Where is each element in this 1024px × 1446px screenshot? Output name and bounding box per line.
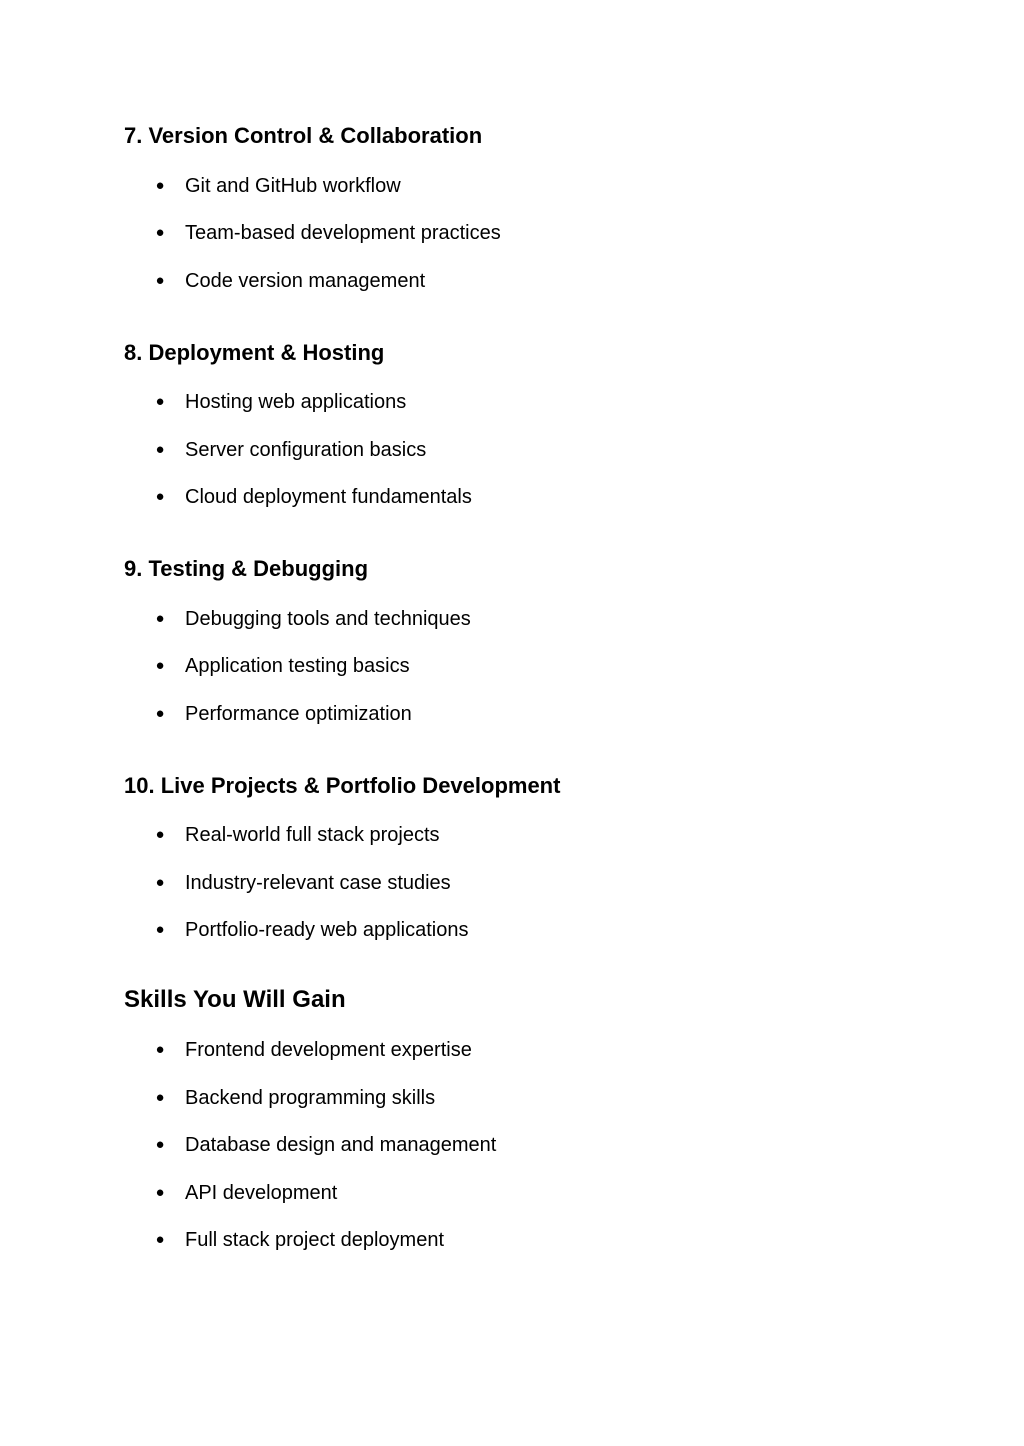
list-item <box>154 607 471 631</box>
bullet-icon: ● <box>155 921 165 938</box>
section-title-testing: 9. Testing & Debugging <box>124 556 369 581</box>
bullet-icon: ● <box>155 874 165 891</box>
list-item-text: Real-world full stack projects <box>185 824 440 846</box>
list-item-text: Backend programming skills <box>185 1087 436 1109</box>
bullet-icon: ● <box>155 393 165 410</box>
list-item-text: Performance optimization <box>185 703 412 725</box>
bullet-icon: ● <box>155 705 165 722</box>
list-item <box>154 1228 444 1252</box>
list-item-text: Industry-relevant case studies <box>185 872 451 894</box>
section-title-version-control: 7. Version Control & Collaboration <box>124 123 483 148</box>
bullet-icon: ● <box>155 488 165 505</box>
list-item-text: Debugging tools and techniques <box>185 608 471 630</box>
list-item-text: Hosting web applications <box>185 391 407 413</box>
list-item <box>154 1086 435 1110</box>
list-item-text: Code version management <box>185 270 426 292</box>
list-item <box>154 654 410 678</box>
bullet-icon: ● <box>155 272 165 289</box>
list-item <box>154 1133 496 1157</box>
section-title-live-projects: 10. Live Projects & Portfolio Development <box>124 773 561 798</box>
list-item <box>154 390 406 414</box>
list-item-text: Portfolio-ready web applications <box>185 919 469 941</box>
list-item-text: Full stack project deployment <box>185 1229 445 1251</box>
list-item <box>154 485 472 509</box>
list-item <box>154 871 451 895</box>
bullet-icon: ● <box>155 177 165 194</box>
list-item-text: API development <box>185 1182 338 1204</box>
list-item <box>154 918 469 942</box>
list-item-text: Frontend development expertise <box>185 1039 472 1061</box>
section-title-deployment: 8. Deployment & Hosting <box>124 340 385 365</box>
list-item-text: Database design and management <box>185 1134 497 1156</box>
list-item <box>154 221 501 245</box>
bullet-icon: ● <box>155 1184 165 1201</box>
bullet-icon: ● <box>155 826 165 843</box>
list-item <box>154 174 401 198</box>
list-item <box>154 269 425 293</box>
list-item-text: Cloud deployment fundamentals <box>185 486 472 508</box>
bullet-icon: ● <box>155 1041 165 1058</box>
section-title-skills: Skills You Will Gain <box>124 986 346 1013</box>
list-item-text: Server configuration basics <box>185 439 427 461</box>
list-item <box>154 702 412 726</box>
bullet-icon: ● <box>155 441 165 458</box>
list-item <box>154 1181 337 1205</box>
bullet-icon: ● <box>155 657 165 674</box>
list-item-text: Application testing basics <box>185 655 410 677</box>
list-item-text: Git and GitHub workflow <box>185 175 401 197</box>
list-item <box>154 438 426 462</box>
bullet-icon: ● <box>155 224 165 241</box>
bullet-icon: ● <box>155 1136 165 1153</box>
bullet-icon: ● <box>155 1231 165 1248</box>
bullet-icon: ● <box>155 1089 165 1106</box>
bullet-icon: ● <box>155 610 165 627</box>
list-item <box>154 823 440 847</box>
list-item <box>154 1038 472 1062</box>
list-item-text: Team-based development practices <box>185 222 501 244</box>
